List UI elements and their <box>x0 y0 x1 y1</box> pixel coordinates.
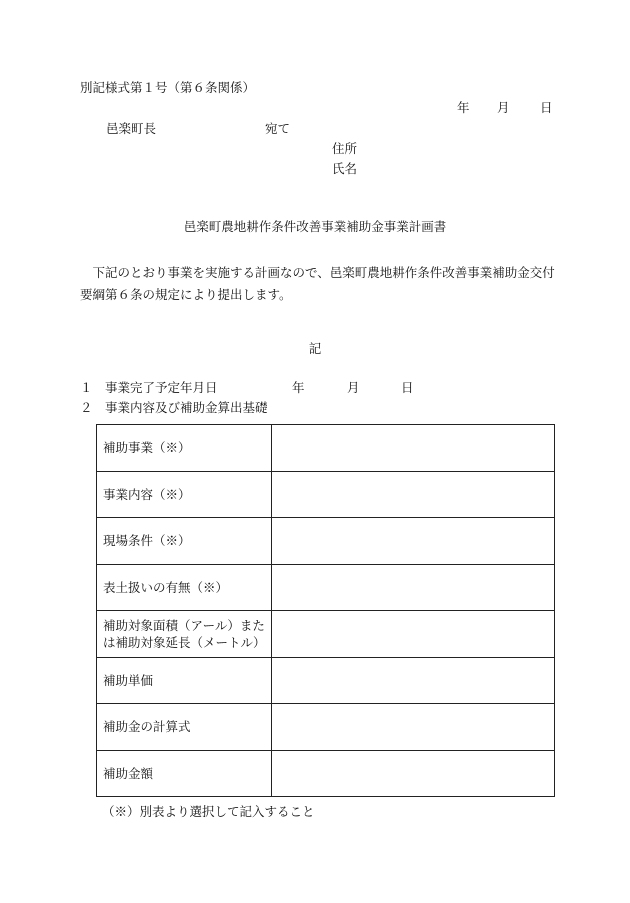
item-completion-date <box>80 380 414 395</box>
completion-year-label: 年 <box>292 380 305 395</box>
item-project-details <box>80 402 268 415</box>
row-value-field[interactable] <box>272 564 555 611</box>
submission-date <box>457 102 553 115</box>
body-paragraph: 下記のとおり事業を実施する計画なので、邑楽町農地耕作条件改善事業補助金交付要綱第６条の規定により提出します。 <box>80 265 555 302</box>
item-label: 事業完了予定年月日 <box>105 380 218 395</box>
form-number: 別記様式第１号（第６条関係） <box>80 80 256 95</box>
row-value-field[interactable] <box>272 704 555 751</box>
item-number: １ <box>80 380 93 395</box>
ki-heading: 記 <box>308 341 322 356</box>
item-label: 事業内容及び補助金算出基礎 <box>105 400 268 415</box>
row-value-field[interactable] <box>272 657 555 704</box>
row-value-field[interactable] <box>272 750 555 797</box>
row-value-field[interactable] <box>272 611 555 658</box>
table-row <box>97 704 555 751</box>
name-label: 氏名 <box>332 161 358 176</box>
row-label: 補助事業（※） <box>97 425 272 472</box>
completion-day-label: 日 <box>401 380 414 395</box>
table-row <box>97 425 555 472</box>
date-year-label: 年 <box>457 100 470 115</box>
row-label: 現場条件（※） <box>97 518 272 565</box>
row-value-field[interactable] <box>272 425 555 472</box>
table-row <box>97 750 555 797</box>
date-month-label: 月 <box>497 100 510 115</box>
row-label: 補助単価 <box>97 657 272 704</box>
row-label: 表土扱いの有無（※） <box>97 564 272 611</box>
table-row <box>97 518 555 565</box>
completion-month-label: 月 <box>347 380 360 395</box>
item-number: ２ <box>80 400 93 415</box>
table-row <box>97 471 555 518</box>
row-label: 補助対象面積（アール）または補助対象延長（メートル） <box>97 611 272 658</box>
table-row <box>97 657 555 704</box>
row-label: 事業内容（※） <box>97 471 272 518</box>
address-label: 住所 <box>332 141 358 156</box>
table-row <box>97 564 555 611</box>
row-label: 補助金の計算式 <box>97 704 272 751</box>
project-details-table <box>96 424 555 797</box>
table-row <box>97 611 555 658</box>
row-value-field[interactable] <box>272 518 555 565</box>
date-day-label: 日 <box>540 100 553 115</box>
completion-date-fields <box>292 382 414 395</box>
addressee-name: 邑楽町長 <box>106 121 157 136</box>
addressee-suffix: 宛て <box>265 121 291 136</box>
footnote: （※）別表より選択して記入すること <box>102 804 315 819</box>
row-value-field[interactable] <box>272 471 555 518</box>
row-label: 補助金額 <box>97 750 272 797</box>
document-title: 邑楽町農地耕作条件改善事業補助金事業計画書 <box>183 219 447 234</box>
